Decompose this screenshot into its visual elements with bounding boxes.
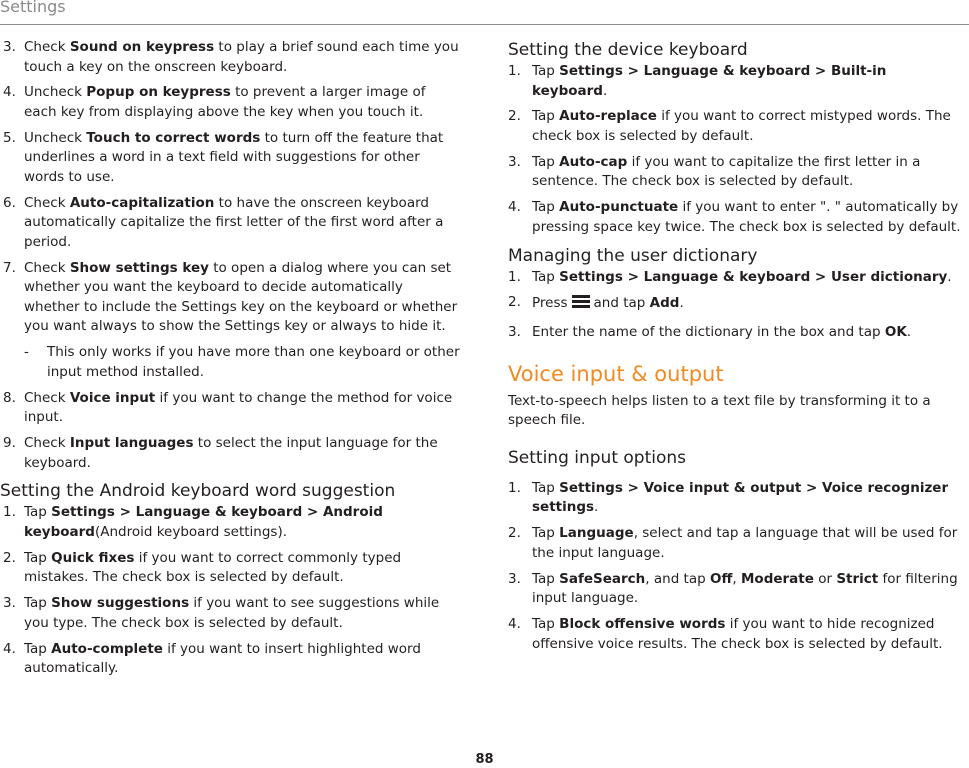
note-item	[24, 343, 462, 382]
item-number: 2.	[3, 549, 16, 566]
voice-section-title: Voice input & output	[508, 361, 724, 386]
item-number: 1.	[508, 268, 521, 285]
ui-term: Auto-replace	[559, 108, 657, 125]
ui-term: Moderate	[741, 570, 814, 587]
input-options-list	[508, 479, 966, 654]
item-number: 1.	[508, 479, 521, 496]
list-item: 3. Check Sound on keypress to play a brief sound each time you touch a key on the onscreen keyboard.	[3, 39, 459, 75]
ui-term: Settings > Voice input & output > Voice recognizer settings	[532, 479, 949, 516]
voice-intro: Text-to-speech helps listen to a text file by transforming it to a speech file.	[508, 392, 931, 429]
list-item: 2. Tap Auto-replace if you want to correct mistyped words. The check box is selected by default.	[508, 108, 951, 144]
device-keyboard-list	[508, 62, 966, 237]
list-item: 4. Tap Auto-complete if you want to insert highlighted word automatically.	[3, 640, 421, 677]
list-item: 2. Press and tap Add.	[508, 293, 966, 317]
ui-term: Auto-capitalization	[69, 194, 215, 211]
ui-term: Settings > Language & keyboard > User dictionary	[559, 268, 948, 285]
keyboard-options-list	[0, 38, 462, 337]
list-item: 3. Tap Auto-cap if you want to capitalize the first letter in a sentence. The check box is selected by default.	[508, 153, 921, 190]
ui-term: Popup on keypress	[86, 84, 231, 101]
device-keyboard-heading: Setting the device keyboard	[508, 40, 748, 60]
note-text: This only works if you have more than one keyboard or other input method installed.	[47, 344, 460, 380]
header-title: Settings	[0, 0, 66, 16]
list-item: 3. Enter the name of the dictionary in the box and tap OK.	[508, 323, 966, 343]
right-column	[508, 38, 966, 660]
list-item: 1. Tap Settings > Language & keyboard > Android keyboard(Android keyboard settings).	[3, 504, 383, 540]
ui-term: Voice input	[69, 389, 156, 406]
item-number: 4.	[508, 199, 521, 216]
list-item: 4. Tap Auto-punctuate if you want to enter ". " automatically by pressing space key twice. The check box is selected by default.	[508, 199, 961, 235]
ui-term: Quick fixes	[51, 549, 135, 566]
item-number: 3.	[3, 595, 16, 612]
list-item: 2. Tap Quick fixes if you want to correct commonly typed mistakes. The check box is selected by default.	[3, 549, 402, 586]
menu-icon	[570, 293, 592, 317]
list-item: 5. Uncheck Touch to correct words to turn off the feature that underlines a word in a text field with suggestions for other words to use.	[3, 129, 444, 185]
ui-term: Sound on keypress	[69, 39, 215, 55]
ui-term: Block offensive words	[559, 615, 726, 632]
ui-term: Settings > Language & keyboard > Built-in keyboard	[532, 63, 887, 99]
item-number: 1.	[508, 63, 521, 79]
item-number: 2.	[508, 525, 521, 542]
ui-term: Show settings key	[69, 259, 209, 276]
item-number: 4.	[3, 84, 16, 101]
keyboard-options-list-continued	[0, 389, 462, 474]
page-number: 88	[475, 752, 494, 767]
ui-term: Strict	[836, 570, 879, 587]
item-number: 7.	[3, 259, 16, 276]
item-number: 6.	[3, 194, 16, 211]
ui-term: OK	[884, 324, 907, 341]
item-number: 3.	[508, 153, 521, 170]
item-number: 3.	[508, 570, 521, 587]
item-number: 4.	[3, 640, 16, 657]
list-item: 9. Check Input languages to select the input language for the keyboard.	[3, 435, 438, 471]
ui-term: Touch to correct words	[86, 129, 261, 146]
item-number: 3.	[508, 324, 521, 341]
item-number: 4.	[508, 615, 521, 632]
item-number: 9.	[3, 435, 16, 451]
ui-term: Auto-complete	[51, 640, 163, 657]
ui-term: SafeSearch	[559, 570, 646, 587]
list-item: 1. Tap Settings > Language & keyboard > User dictionary.	[508, 268, 966, 288]
list-item: 3. Tap SafeSearch, and tap Off, Moderate or Strict for filtering input language.	[508, 570, 958, 607]
ui-term: Auto-cap	[559, 153, 628, 170]
android-keyboard-heading: Setting the Android keyboard word suggestion	[0, 481, 396, 502]
list-item: 7. Check Show settings key to open a dialog where you can set whether you want the keyboard to decide automatically whether to include the Settings key on the keyboard or whether you want always to show the Settings key or always to hide it.	[3, 259, 458, 335]
left-column	[0, 38, 462, 685]
ui-term: Off	[709, 570, 733, 587]
item-number: 3.	[3, 39, 16, 55]
ui-term: Input languages	[69, 435, 194, 451]
note-dash: -	[24, 344, 29, 361]
page-header	[0, 0, 969, 25]
ui-term: Settings > Language & keyboard > Android keyboard	[24, 504, 383, 540]
list-item: 1. Tap Settings > Voice input & output > Voice recognizer settings.	[508, 479, 949, 516]
list-item: 1. Tap Settings > Language & keyboard > Built-in keyboard.	[508, 63, 887, 99]
item-number: 2.	[508, 294, 521, 311]
ui-term: Language	[559, 525, 634, 542]
list-item: 2. Tap Language, select and tap a language that will be used for the input language.	[508, 525, 958, 561]
android-keyboard-list	[0, 503, 462, 678]
item-number: 5.	[3, 129, 16, 146]
list-item: 4. Tap Block offensive words if you want to hide recognized offensive voice results. The check box is selected by default.	[508, 615, 943, 652]
list-item: 4. Uncheck Popup on keypress to prevent a larger image of each key from displaying above the key when you touch it.	[3, 84, 426, 120]
item-number: 1.	[3, 504, 16, 521]
input-options-heading: Setting input options	[508, 447, 687, 468]
ui-term: Auto-punctuate	[559, 199, 679, 216]
ui-term: Show suggestions	[51, 595, 190, 612]
list-item: 6. Check Auto-capitalization to have the onscreen keyboard automatically capitalize the first letter of the first word after a period.	[3, 194, 444, 250]
item-number: 2.	[508, 108, 521, 125]
ui-term: Add	[649, 295, 680, 312]
item-number: 8.	[3, 389, 16, 406]
user-dictionary-heading: Managing the user dictionary	[508, 245, 758, 266]
user-dictionary-list	[508, 268, 966, 343]
list-item: 3. Tap Show suggestions if you want to see suggestions while you type. The check box is selected by default.	[3, 595, 440, 631]
list-item: 8. Check Voice input if you want to change the method for voice input.	[3, 389, 453, 426]
